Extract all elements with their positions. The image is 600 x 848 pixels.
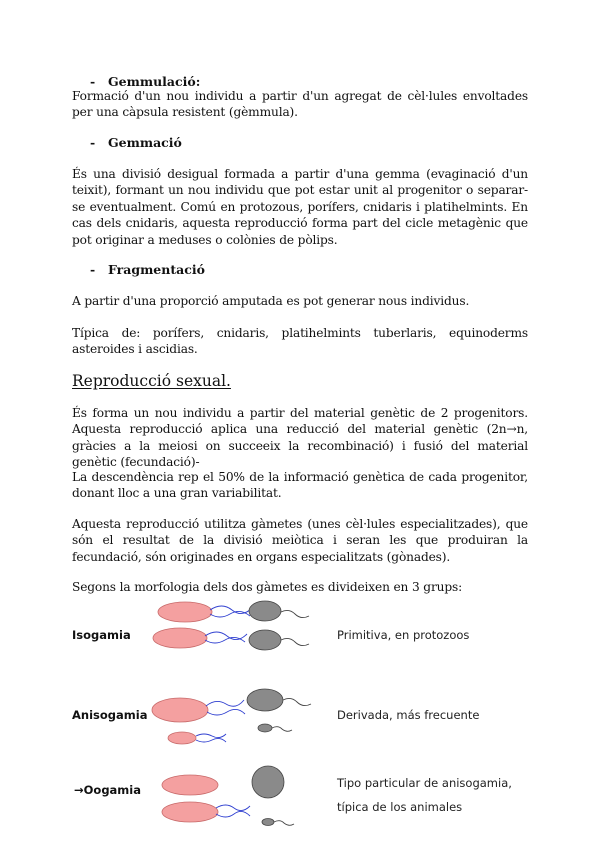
paragraph-gemmacio: És una divisió desigual formada a partir d'una gemma (evaginació d'un teixit), formant un nou individu que pot estar unit al progenitor o separar-se eventualment. Comú en protozous, porífers, cnidaris i platihelmints. En cas dels cnidaris, aquesta reproducció forma part del cicle metagènic que pot originar a meduses o colònies de pòlips. (72, 167, 528, 247)
flagellum (206, 700, 244, 706)
isogamia-gametes (153, 601, 309, 650)
female-gamete (158, 602, 212, 622)
flagellum (196, 734, 226, 738)
gamete-diagram (60, 600, 540, 840)
flagellum (205, 637, 245, 643)
male-gamete (249, 601, 281, 621)
label-anisogamia: Anisogamia (72, 708, 148, 722)
male-gamete-small (258, 724, 272, 732)
male-flagellum (281, 638, 309, 645)
desc-oogamia-2: típica de los animales (337, 800, 463, 814)
label-isogamia: Isogamia (72, 628, 131, 642)
paragraph-fragmentacio-2: Típica de: porífers, cnidaris, platihelmints tuberlaris, equinoderms asteroides i ascidias. (72, 326, 528, 357)
desc-isogamia: Primitiva, en protozoos (337, 628, 470, 642)
female-gamete (152, 698, 208, 722)
desc-anisogamia: Derivada, más frecuente (337, 708, 480, 722)
sperm-cell (262, 819, 274, 826)
female-gamete (162, 775, 218, 795)
male-gamete (249, 630, 281, 650)
flagellum (196, 738, 226, 742)
paragraph-sexual-2: La descendència rep el 50% de la informació genètica de cada progenitor, donant lloc a una gran variabilitat. (72, 470, 528, 501)
anisogamia-gametes (152, 689, 311, 744)
flagellum (210, 611, 250, 617)
paragraph-sexual-1: És forma un nou individu a partir del material genètic de 2 progenitors. Aquesta reproducció aplica una reducció del material genètic (2n→n, gràcies a la meiosi on succeeix la recombinació) i fusió del material genètic (fecundació)- (72, 406, 528, 470)
heading-gemmulacio: - Gemmulació: (90, 74, 201, 89)
male-flagellum (274, 821, 294, 826)
flagellum (216, 811, 250, 817)
flagellum (207, 709, 245, 715)
female-gamete (153, 628, 207, 648)
female-gamete (162, 802, 218, 822)
flagellum (205, 632, 247, 640)
female-gamete-small (168, 732, 196, 744)
male-flagellum (281, 610, 309, 617)
oogamia-gametes (162, 766, 294, 826)
paragraph-sexual-4: Segons la morfologia dels dos gàmetes es divideixen en 3 grups: (72, 580, 463, 594)
paragraph-fragmentacio-1: A partir d'una proporció amputada es pot generar nous individus. (72, 294, 470, 308)
label-oogamia: →Oogamia (74, 783, 141, 797)
male-flagellum (283, 698, 311, 705)
desc-oogamia-1: Tipo particular de anisogamia, (337, 776, 512, 790)
heading-gemmacio: - Gemmació (90, 135, 182, 150)
section-title-sexual: Reproducció sexual. (72, 372, 231, 390)
paragraph-gemmulacio: Formació d'un nou individu a partir d'un agregat de cèl·lules envoltades per una càpsula resistent (gèmmula). (72, 89, 528, 120)
flagellum (216, 805, 250, 811)
flagellum (210, 606, 252, 614)
paragraph-sexual-3: Aquesta reproducció utilitza gàmetes (unes cèl·lules especialitzades), que són el resultat de la divisió meiòtica i seran les que produiran la fecundació, són originades en organs especialitzats (gònades). (72, 517, 528, 564)
male-gamete (247, 689, 283, 711)
heading-fragmentacio: - Fragmentació (90, 262, 205, 277)
egg-cell (252, 766, 284, 798)
male-flagellum (272, 727, 292, 732)
